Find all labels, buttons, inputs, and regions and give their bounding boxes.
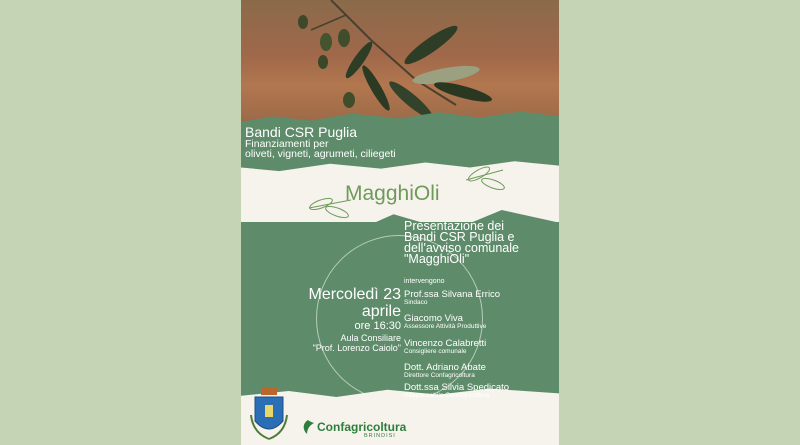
confagricoltura-logo-icon bbox=[301, 419, 315, 435]
speaker-role: Sindaco bbox=[404, 299, 428, 306]
event-poster bbox=[241, 0, 559, 445]
speaker-role: Responsabile Confagricoltura bbox=[404, 392, 490, 399]
speaker-name: Prof.ssa Silvana Errico bbox=[404, 289, 501, 300]
speaker-name: Dott. Adriano Abate bbox=[404, 362, 486, 373]
poster-subtitle: Finanziamenti per oliveti, vigneti, agrumeti, ciliegeti bbox=[245, 138, 396, 160]
olive-branch-icon bbox=[241, 0, 559, 122]
olive-branch-photo bbox=[241, 0, 559, 122]
event-place: Aula Consiliare "Prof. Lorenzo Caiolo" bbox=[312, 333, 401, 353]
event-time: ore 16:30 bbox=[354, 320, 401, 332]
brand-title: MagghiOli bbox=[345, 182, 440, 205]
speakers-heading: intervengono bbox=[404, 278, 445, 285]
confagricoltura-logo-sub: BRINDISI bbox=[364, 433, 396, 439]
speaker-role: Direttore Confagricoltura bbox=[404, 372, 475, 379]
municipal-crest-icon bbox=[247, 385, 291, 443]
speaker-name: Dott.ssa Silvia Spedicato bbox=[404, 382, 510, 393]
speaker-item bbox=[404, 362, 486, 379]
speaker-role: Consigliere comunale bbox=[404, 348, 467, 355]
poster-title: Bandi CSR Puglia bbox=[245, 124, 358, 140]
speaker-name: Giacomo Viva bbox=[404, 313, 463, 324]
speaker-name: Vincenzo Calabretti bbox=[404, 338, 487, 349]
speaker-item bbox=[404, 338, 486, 355]
event-date: Mercoledì 23 aprile bbox=[308, 286, 401, 320]
presentation-text: Presentazione dei Bandi CSR Puglia e dell'avviso comunale "MagghiOli" bbox=[404, 219, 519, 266]
speaker-item bbox=[404, 289, 500, 306]
speaker-role: Assessore Attività Produttive bbox=[404, 323, 487, 330]
confagricoltura-logo-text: Confagricoltura bbox=[317, 420, 407, 434]
speaker-item bbox=[404, 382, 509, 399]
speaker-item bbox=[404, 313, 486, 330]
